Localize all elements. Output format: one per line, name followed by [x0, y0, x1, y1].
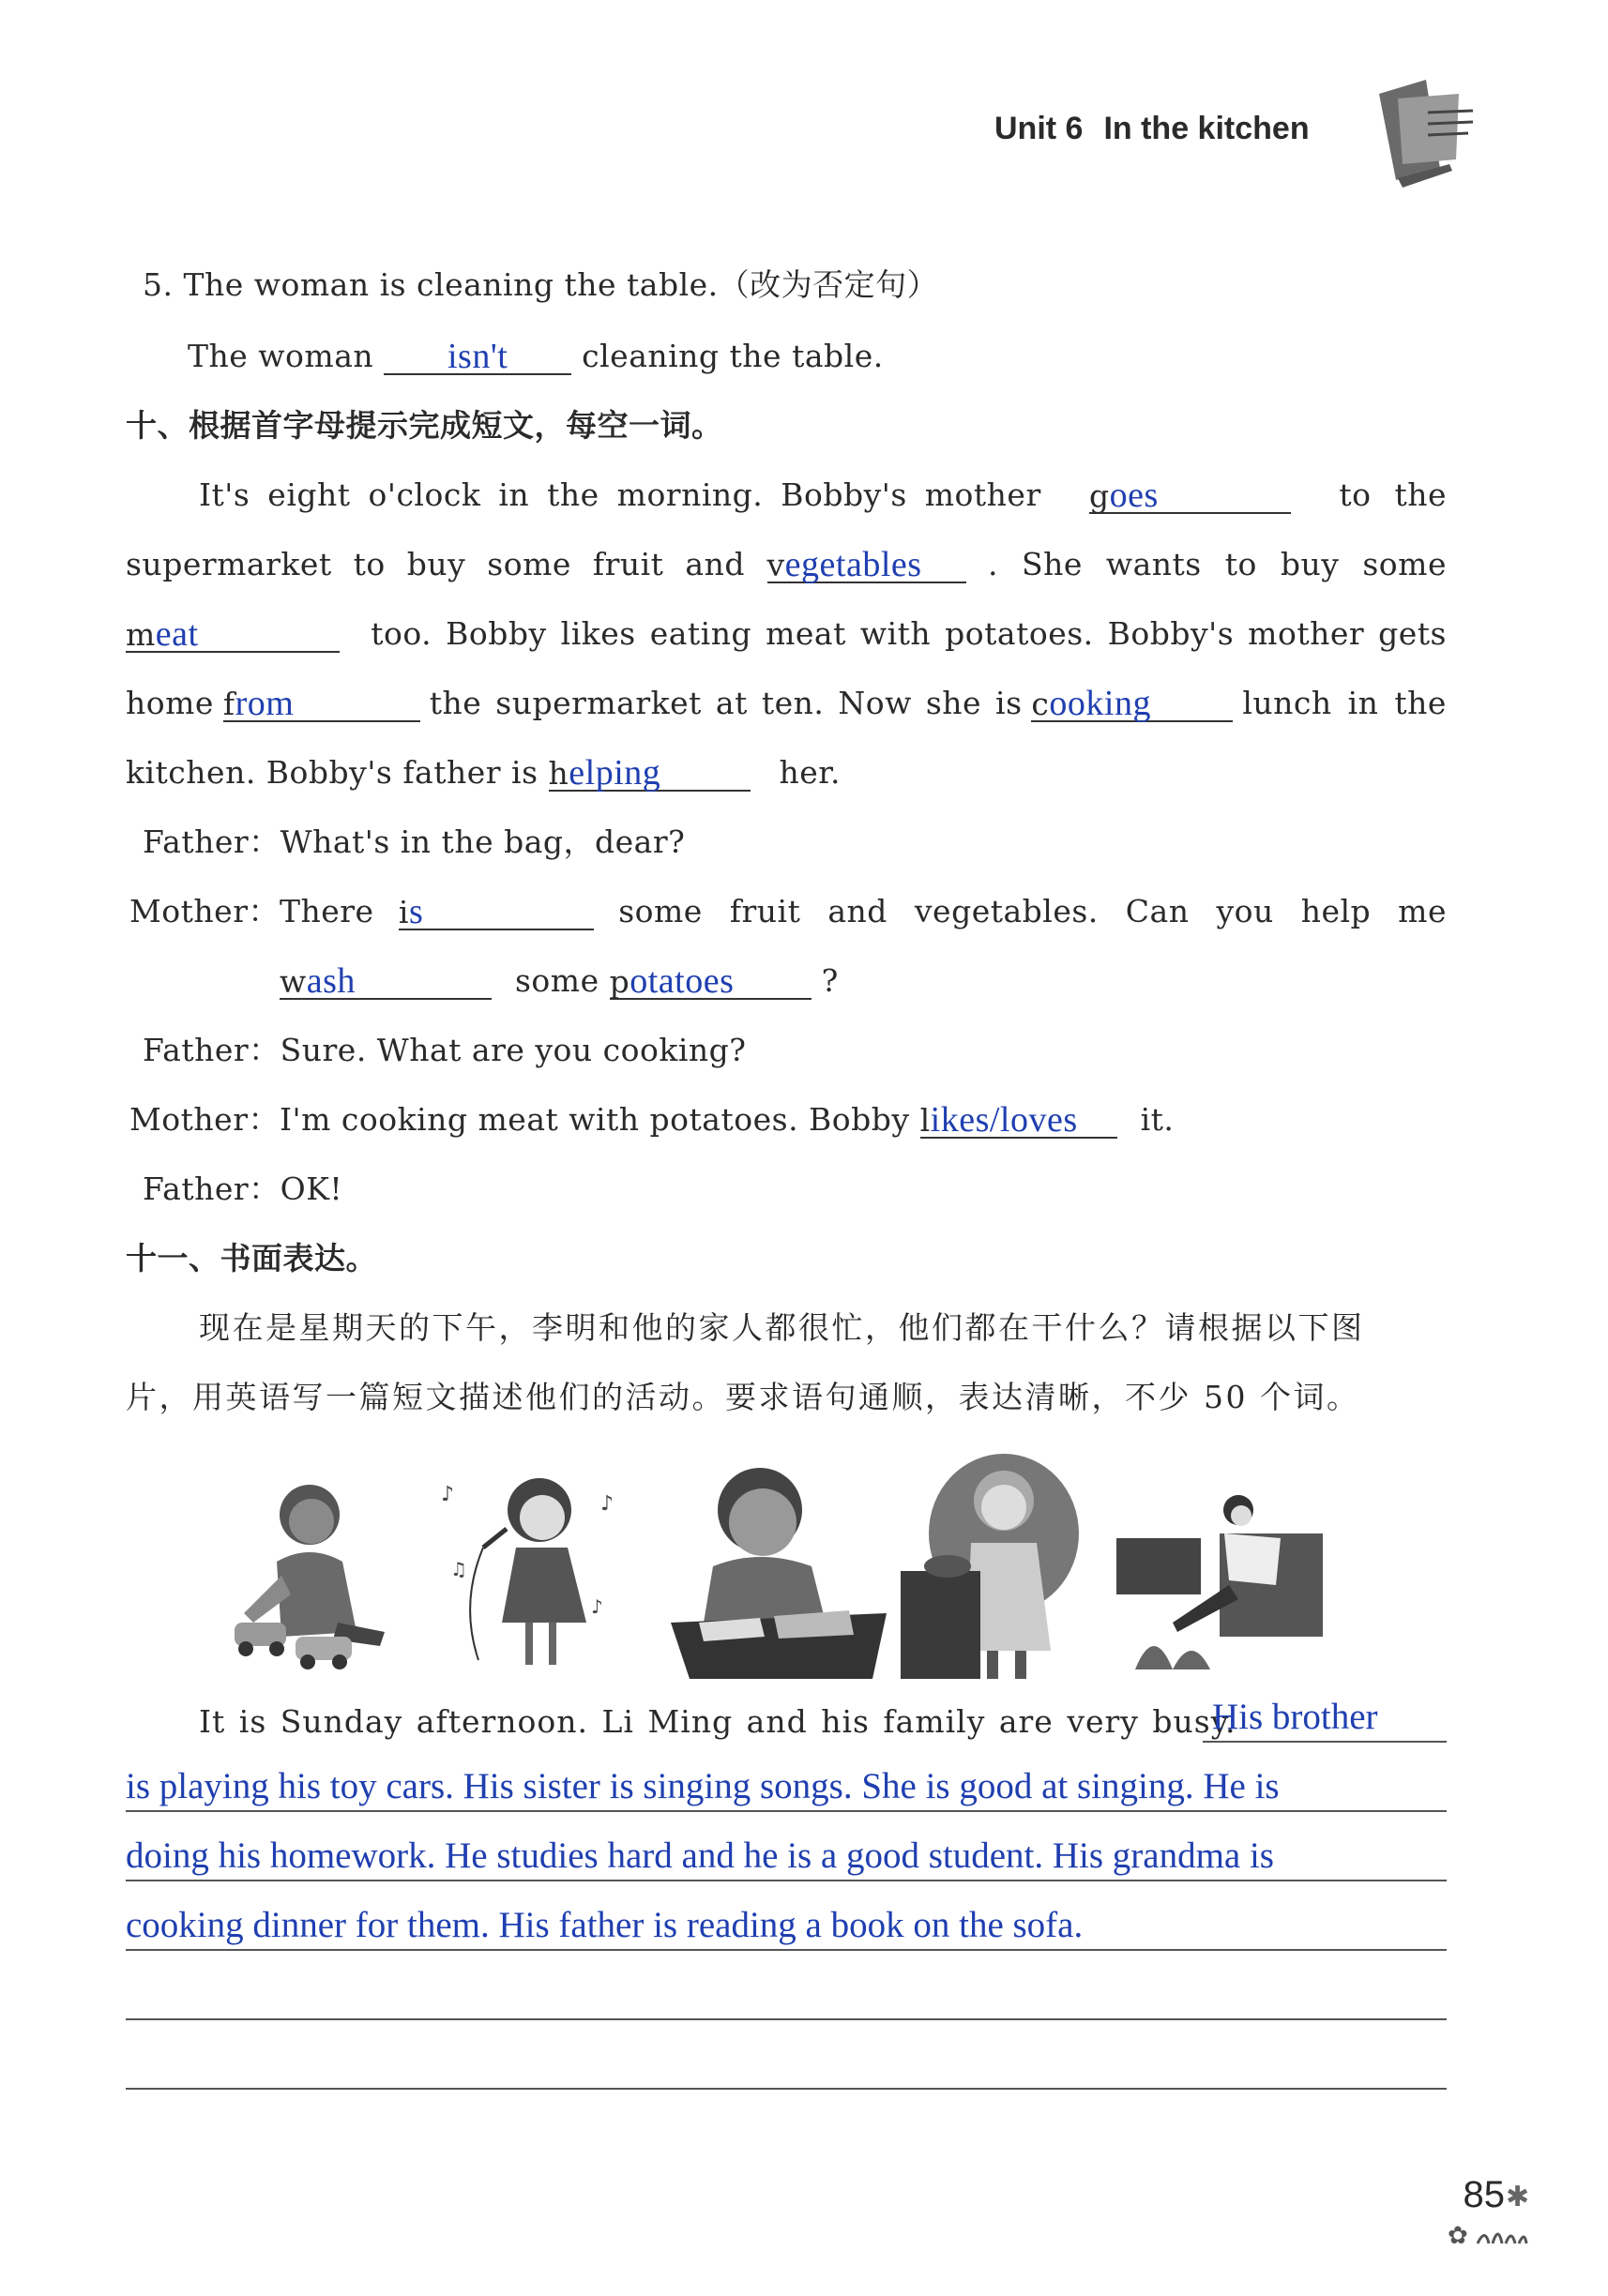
instruction-line-1: 现在是星期天的下午，李明和他的家人都很忙，他们都在干什么？请根据以下图	[199, 1309, 1365, 1346]
page-number: 85	[1463, 2174, 1505, 2215]
p1-line-3	[126, 615, 1447, 653]
writing-rule-6[interactable]	[126, 2088, 1447, 2090]
writing-rule-5[interactable]	[126, 2018, 1447, 2020]
dialog-line-6: Father：OK!	[143, 1171, 343, 1207]
writing-rule-1	[1203, 1741, 1447, 1743]
blank-8[interactable]: wash	[280, 962, 492, 1000]
unit-number: Unit 6	[994, 111, 1084, 146]
svg-text:♪: ♪	[600, 1492, 614, 1516]
blank-2[interactable]: vegetables	[767, 546, 966, 583]
blank-6[interactable]: helping	[549, 754, 751, 792]
p1-l4a: home	[126, 685, 214, 721]
dialog-d5a: Mother：I'm cooking meat with potatoes. Bobby	[129, 1101, 910, 1138]
section-10-heading: 十、根据首字母提示完成短文，每空一词。	[126, 407, 723, 444]
q5-answer-before: The woman	[188, 338, 374, 374]
boy-doing-homework-image	[671, 1449, 887, 1679]
blank-3[interactable]: meat	[126, 615, 340, 653]
q5-fill: isn't	[448, 337, 508, 376]
p1-l1a: It's eight o'clock in the morning. Bobby's mother	[199, 476, 1041, 513]
notebook-icon	[1370, 75, 1482, 192]
father-reading-on-sofa-image	[1116, 1482, 1342, 1669]
writing-rule-4	[126, 1949, 1447, 1951]
dialog-d2b: some fruit and vegetables. Can you help me	[618, 893, 1447, 929]
dialog-d5b: it.	[1140, 1101, 1175, 1138]
essay-fill-line-3: doing his homework. He studies hard and he is a good student. His grandma is	[126, 1835, 1274, 1876]
p1-line-4	[126, 685, 1447, 722]
girl-singing-image	[432, 1463, 629, 1679]
unit-title: In the kitchen	[1103, 111, 1310, 146]
p1-l2b: . She wants to buy some	[988, 546, 1447, 582]
svg-text:♫: ♫	[450, 1558, 467, 1580]
q5-prompt: 5. The woman is cleaning the table.（改为否定句）	[143, 266, 939, 303]
grandma-cooking-image	[901, 1449, 1088, 1679]
essay-fill-line-2: is playing his toy cars. His sister is singing songs. She is good at singing. He is	[126, 1766, 1280, 1806]
writing-rule-2	[126, 1810, 1447, 1812]
p1-line-1	[199, 476, 1447, 514]
q5-blank[interactable]	[384, 338, 571, 375]
p1-l1b: to the	[1339, 476, 1447, 513]
p1-l4c: lunch in the	[1242, 685, 1447, 721]
p1-l2a: supermarket to buy some fruit and	[126, 546, 745, 582]
essay-start: It is Sunday afternoon. Li Ming and his family are very busy.	[199, 1703, 1236, 1740]
p1-l4b: the supermarket at ten. Now she is	[429, 685, 1023, 721]
flower-decoration-icon	[1440, 2176, 1543, 2251]
svg-text:✿: ✿	[1448, 2222, 1468, 2250]
dialog-d3c: ?	[821, 962, 839, 999]
instruction-line-2: 片，用英语写一篇短文描述他们的活动。要求语句通顺，表达清晰，不少 50 个词。	[126, 1379, 1360, 1415]
blank-4[interactable]: from	[223, 685, 420, 722]
p1-l5a: kitchen. Bobby's father is	[126, 754, 539, 791]
svg-text:♪: ♪	[441, 1483, 455, 1506]
p1-line-5	[126, 754, 841, 792]
p1-l3b: too. Bobby likes eating meat with potatoes. Bobby's mother gets	[371, 615, 1447, 652]
essay-fill-line-1: His brother	[1212, 1697, 1378, 1737]
dialog-line-1: Father：What's in the bag，dear?	[143, 823, 686, 860]
blank-9[interactable]: potatoes	[610, 962, 812, 1000]
q5-answer-line	[188, 338, 884, 375]
section-11-heading: 十一、书面表达。	[126, 1240, 377, 1276]
dialog-d2a: Mother：There	[129, 893, 374, 929]
blank-7[interactable]: is	[399, 893, 594, 930]
unit-header	[994, 111, 1310, 147]
svg-text:♪: ♪	[591, 1595, 603, 1618]
svg-text:✱: ✱	[1506, 2181, 1530, 2213]
blank-5[interactable]: cooking	[1031, 685, 1233, 722]
writing-rule-3	[126, 1880, 1447, 1881]
essay-fill-line-4: cooking dinner for them. His father is reading a book on the sofa.	[126, 1905, 1084, 1945]
q5-answer-after: cleaning the table.	[582, 338, 884, 374]
dialog-line-5	[129, 1101, 1174, 1139]
dialog-line-4: Father：Sure. What are you cooking?	[143, 1032, 747, 1068]
dialog-line-3	[280, 962, 839, 1000]
p1-line-2	[126, 546, 1447, 583]
blank-1[interactable]: goes	[1089, 476, 1291, 514]
dialog-d3b: some	[515, 962, 599, 999]
blank-10[interactable]: likes/loves	[920, 1101, 1117, 1139]
p1-l5b: her.	[779, 754, 841, 791]
boy-playing-toy-cars-image	[225, 1473, 403, 1674]
dialog-line-2	[129, 893, 1447, 930]
